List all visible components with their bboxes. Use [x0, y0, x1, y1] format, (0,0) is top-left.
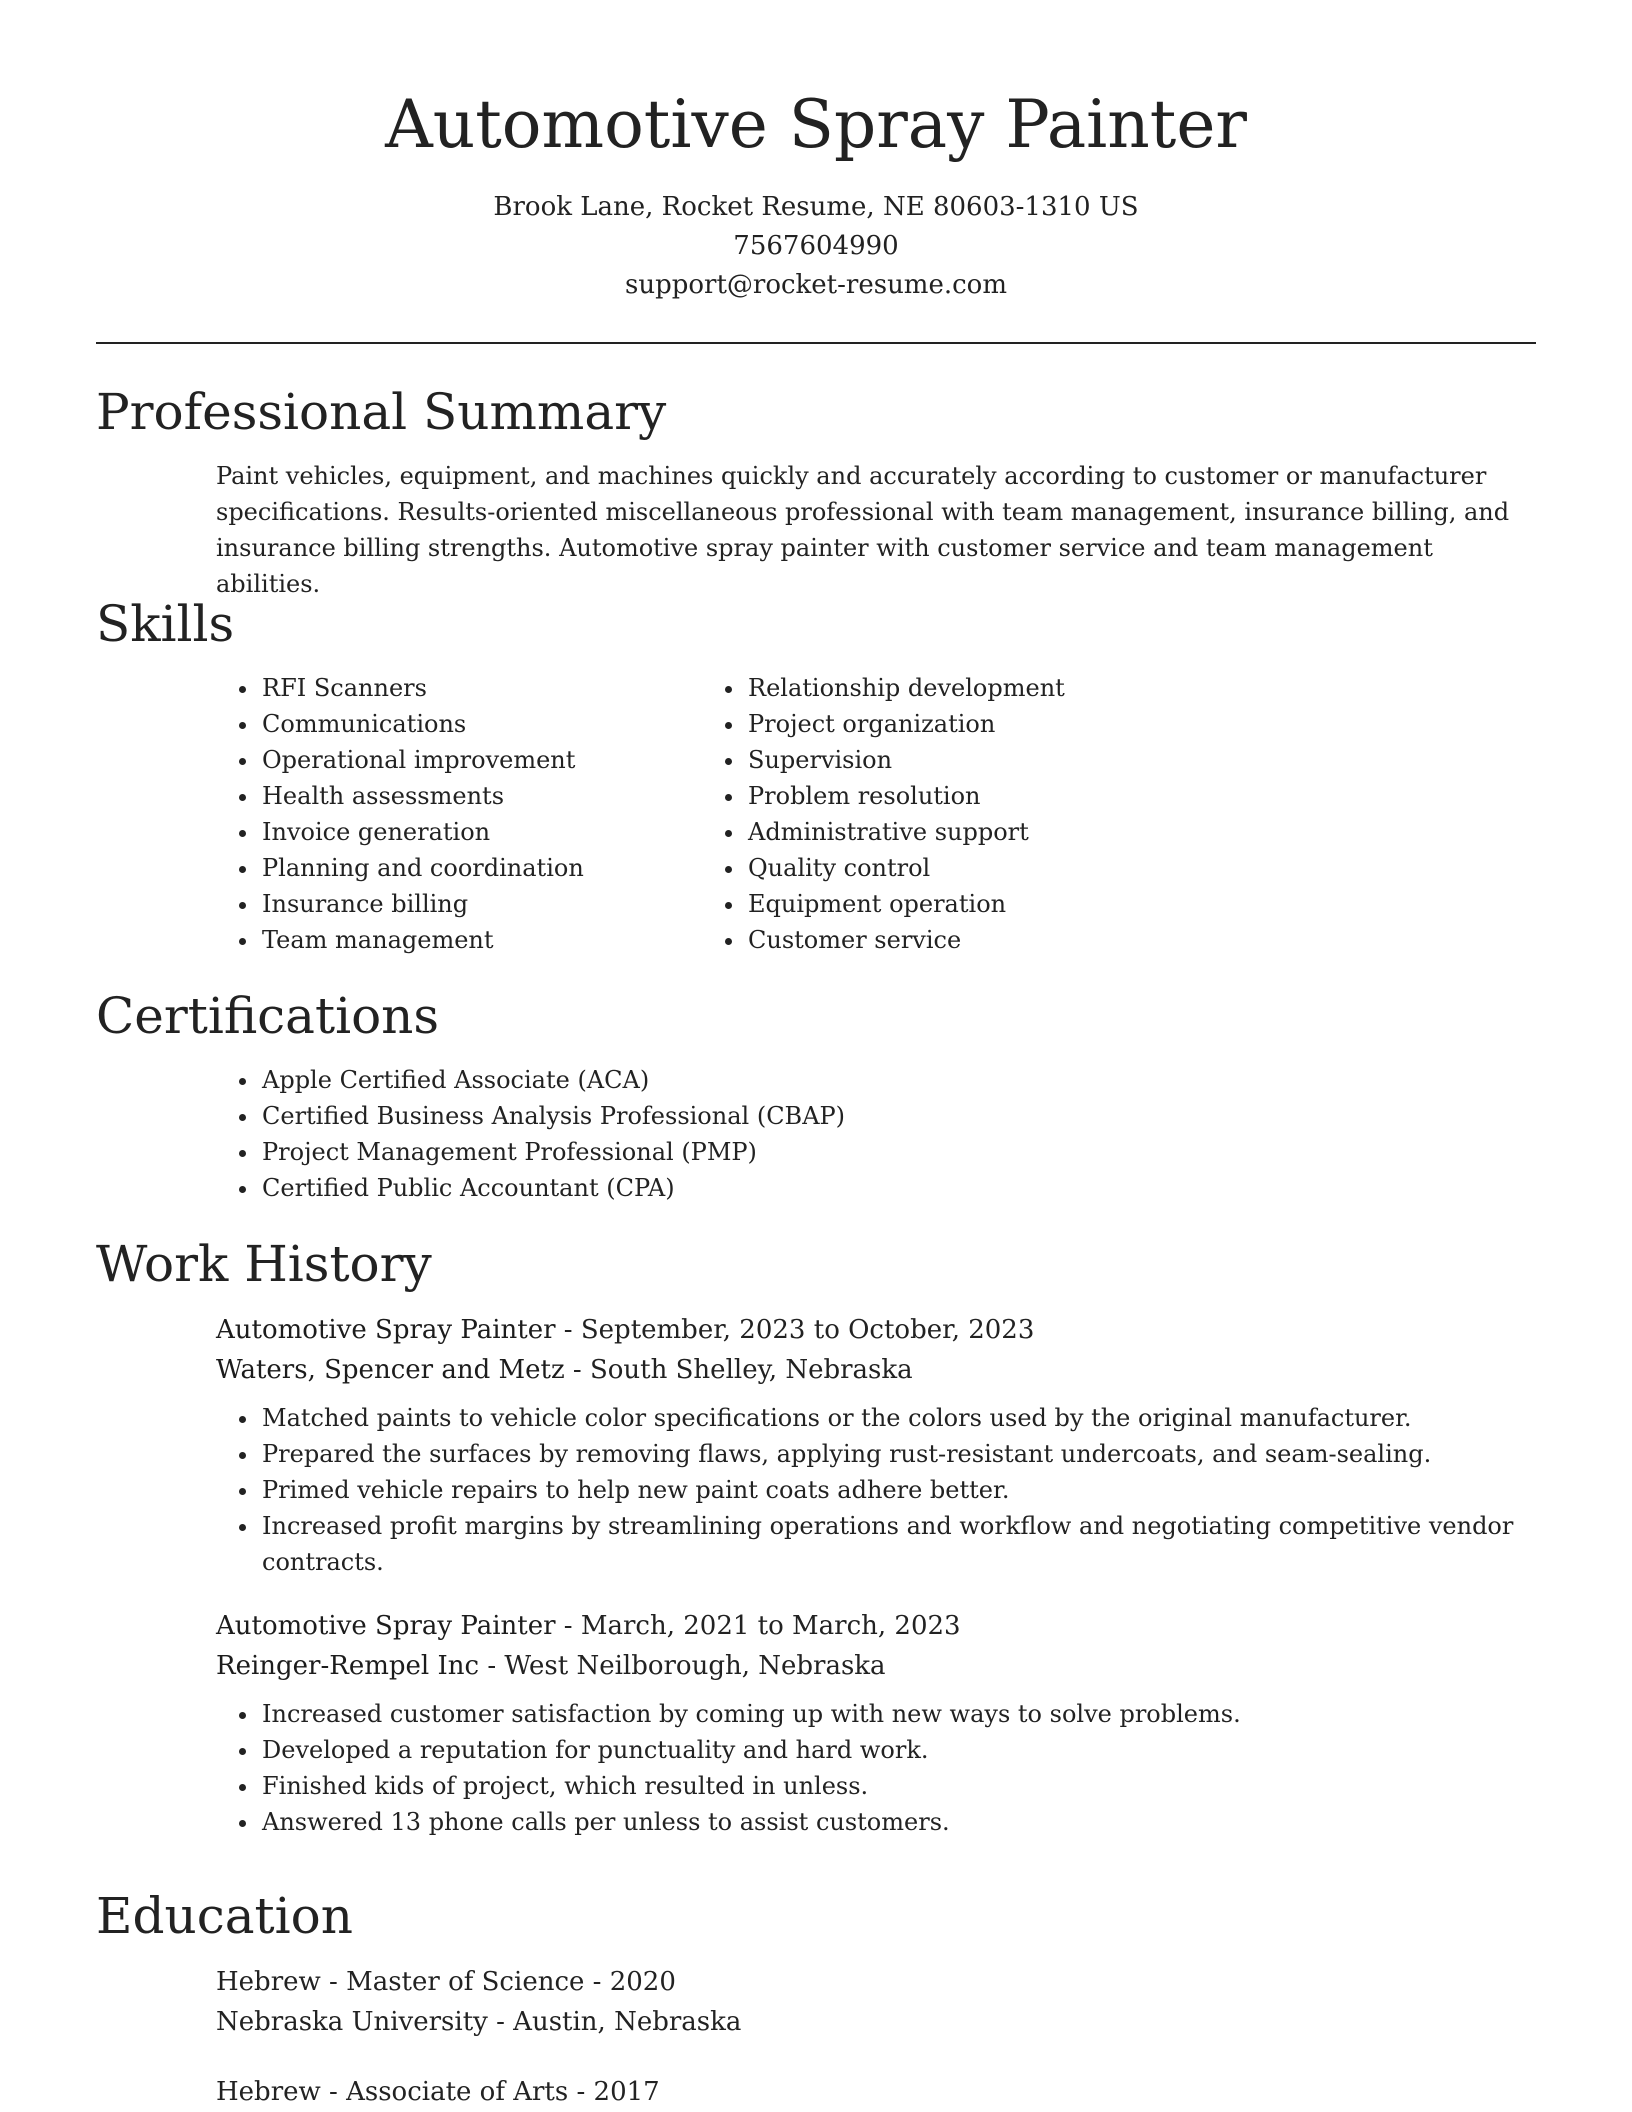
- job-company: Reinger-Rempel Inc: [216, 1651, 480, 1681]
- job-title-line: [216, 1310, 1536, 1350]
- education-heading: Education: [96, 1887, 353, 1945]
- job-company-line: [216, 1646, 1536, 1686]
- skill-item: • Planning and coordination: [260, 850, 746, 886]
- job-duty: • Prepared the surfaces by removing flaws, applying rust-resistant undercoats, and seam-sealing.: [260, 1436, 1536, 1472]
- job-duty: • Matched paints to vehicle color specifications or the colors used by the original manufacturer.: [260, 1400, 1536, 1436]
- certification-item: • Apple Certified Associate (ACA): [260, 1062, 1536, 1098]
- job-company: Waters, Spencer and Metz: [216, 1355, 565, 1385]
- certifications-heading: Certifications: [96, 987, 440, 1045]
- job-dates: - March, 2021 to March, 2023: [555, 1611, 961, 1641]
- certifications-list: [96, 1062, 1536, 1206]
- skill-item: • RFI Scanners: [260, 670, 746, 706]
- job-duty: • Increased customer satisfaction by coming up with new ways to solve problems.: [260, 1696, 1536, 1732]
- skill-item: • Invoice generation: [260, 814, 746, 850]
- job-dates: - September, 2023 to October, 2023: [555, 1315, 1035, 1345]
- job-duty: • Finished kids of project, which resulted in unless.: [260, 1768, 1536, 1804]
- education-entry: [216, 2072, 1536, 2112]
- job-duty: • Primed vehicle repairs to help new paint coats adhere better.: [260, 1472, 1536, 1508]
- skill-item: • Administrative support: [746, 814, 1346, 850]
- email-address: support@rocket-resume.com: [624, 270, 1007, 300]
- skill-item: • Insurance billing: [260, 886, 746, 922]
- education-section: [96, 1884, 1536, 2112]
- skill-item: • Quality control: [746, 850, 1346, 886]
- job-role: Automotive Spray Painter: [216, 1315, 556, 1345]
- summary-heading: Professional Summary: [96, 383, 667, 441]
- contact-info: [96, 188, 1536, 305]
- school-name: Nebraska University: [216, 2007, 488, 2037]
- certifications-section: [96, 984, 1536, 1206]
- skill-item: • Project organization: [746, 706, 1346, 742]
- job-duty: • Answered 13 phone calls per unless to assist customers.: [260, 1804, 1536, 1840]
- skill-item: • Supervision: [746, 742, 1346, 778]
- summary-text: Paint vehicles, equipment, and machines quickly and accurately according to customer or manufacturer specifications. Results-oriented miscellaneous professional with team management, insurance billing, and insurance billing strengths. Automotive spray painter with customer service and team management abilities.: [216, 462, 1510, 598]
- skill-item: • Operational improvement: [260, 742, 746, 778]
- certification-item: • Project Management Professional (PMP): [260, 1134, 1536, 1170]
- phone-number: 7567604990: [733, 231, 899, 261]
- skill-item: • Customer service: [746, 922, 1346, 958]
- address: Brook Lane, Rocket Resume, NE 80603-1310 US: [493, 192, 1139, 222]
- job-company-line: [216, 1350, 1536, 1390]
- education-entry: [216, 1962, 1536, 2042]
- skill-item: • Team management: [260, 922, 746, 958]
- skill-item: • Problem resolution: [746, 778, 1346, 814]
- job-entry: [216, 1606, 1536, 1840]
- skills-list-right: [582, 670, 1346, 958]
- skill-item: • Relationship development: [746, 670, 1346, 706]
- header-divider: [96, 342, 1536, 344]
- work-history-section: [96, 1232, 1536, 1840]
- job-location: - West Neilborough, Nebraska: [479, 1651, 886, 1681]
- summary-section: [96, 380, 1536, 602]
- job-duty: • Increased profit margins by streamlining operations and workflow and negotiating competitive vendor contracts.: [260, 1508, 1536, 1580]
- degree-line: Hebrew - Associate of Arts - 2017: [216, 2077, 660, 2107]
- skill-item: • Health assessments: [260, 778, 746, 814]
- skills-section: [96, 592, 1536, 958]
- job-entry: [216, 1310, 1536, 1580]
- certification-item: • Certified Public Accountant (CPA): [260, 1170, 1536, 1206]
- job-location: - South Shelley, Nebraska: [564, 1355, 913, 1385]
- skill-item: • Equipment operation: [746, 886, 1346, 922]
- job-duties-list: [216, 1400, 1536, 1580]
- skills-columns: [96, 670, 1536, 958]
- job-duty: • Developed a reputation for punctuality and hard work.: [260, 1732, 1536, 1768]
- skills-heading: Skills: [96, 595, 235, 653]
- school-location: - Austin, Nebraska: [487, 2007, 742, 2037]
- job-duties-list: [216, 1696, 1536, 1840]
- degree-line: Hebrew - Master of Science - 2020: [216, 1967, 676, 1997]
- job-role: Automotive Spray Painter: [216, 1611, 556, 1641]
- candidate-name: Automotive Spray Painter: [385, 86, 1247, 163]
- resume-header: [96, 82, 1536, 305]
- skill-item: • Communications: [260, 706, 746, 742]
- school-line: [216, 2002, 1536, 2042]
- work-history-heading: Work History: [96, 1235, 432, 1293]
- job-title-line: [216, 1606, 1536, 1646]
- certification-item: • Certified Business Analysis Professional (CBAP): [260, 1098, 1536, 1134]
